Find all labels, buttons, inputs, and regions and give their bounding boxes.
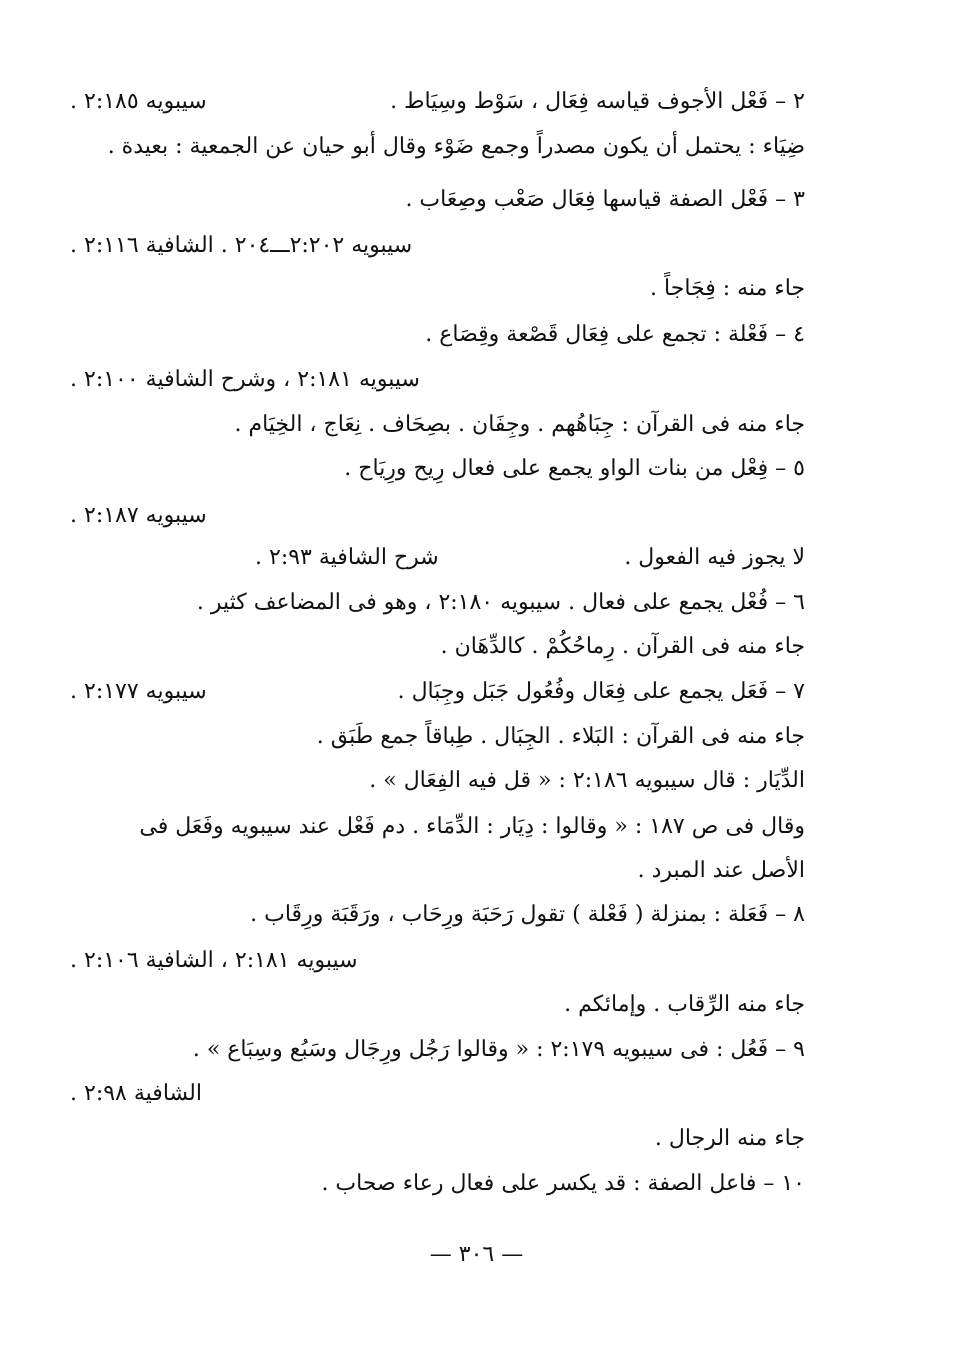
text-line [70, 447, 805, 491]
text-line [70, 267, 805, 311]
line-main-text: ٤ – فَعْلة : تجمع على فِعَال قَصْعة وقِصَاع . [425, 322, 805, 347]
line-main-text: جاء منه فى القرآن : جِبَاهُهم . وجِفَان . بصِحَاف . نِعَاج ، الخِيَام . [234, 412, 805, 437]
line-reference: سيبويه ٢:١٧٧ . [70, 679, 207, 704]
text-line [70, 1028, 805, 1072]
line-reference: سيبويه ٢:١٨١ ، الشافية ٢:١٠٦ . [70, 948, 358, 973]
text-line [70, 805, 805, 849]
line-reference: سيبويه ٢:١٨٧ . [70, 503, 207, 528]
text-line [70, 313, 805, 357]
text-line [70, 849, 805, 893]
text-line [70, 670, 805, 714]
text-line [70, 80, 805, 124]
line-main-text: ٨ – فَعَلة : بمنزلة ( فَعْلة ) تقول رَحَبَة ورِحَاب ، ورَقَبَة ورِقَاب . [250, 902, 805, 927]
line-main-text: جاء منه فى القرآن : البَلاء . الجِبَال . طِباقاً جمع طَبَق . [316, 724, 805, 749]
line-main-text: ٧ – فَعَل يجمع على فِعَال وفُعُول جَبَل وجِبَال . [397, 679, 805, 704]
text-line [70, 536, 805, 580]
line-reference: الشافية ٢:٩٨ . [70, 1081, 202, 1106]
line-main-text: جاء منه فى القرآن . رِماحُكُمْ . كالدِّهَان . [440, 634, 805, 659]
line-reference: سيبويه ٢:١٨١ ، وشرح الشافية ٢:١٠٠ . [70, 367, 420, 392]
text-line [70, 581, 805, 625]
line-main-text: ضِيَاء : يحتمل أن يكون مصدراً وجمع ضَوْء وقال أبو حيان عن الجمعية : بعيدة . [107, 134, 805, 159]
text-line [70, 983, 805, 1027]
line-main-text: ٢ – فَعْل الأجوف قياسه فِعَال ، سَوْط وسِيَاط . [390, 89, 805, 114]
text-line [70, 939, 805, 983]
line-main-text: ٣ – فَعْل الصفة قياسها فِعَال صَعْب وصِعَاب . [405, 187, 805, 212]
text-line [70, 358, 805, 402]
text-line [70, 1117, 805, 1161]
page-number: — ٣٠٦ — [429, 1242, 524, 1267]
line-reference: شرح الشافية ٢:٩٣ . [255, 545, 439, 570]
text-line [70, 403, 805, 447]
line-main-text: جاء منه : فِجَاجاً . [650, 276, 805, 301]
line-main-text: ٥ – فِعْل من بنات الواو يجمع على فعال رِيح ورِيَاح . [344, 456, 805, 481]
text-line [70, 1162, 805, 1206]
text-line [70, 625, 805, 669]
text-line [70, 494, 805, 538]
line-main-text: وقال فى ص ١٨٧ : « وقالوا : دِيَار : الدِّمَاء . دم فَعْل عند سيبويه وفَعَل فى [139, 814, 805, 839]
line-main-text: ٦ – فُعْل يجمع على فعال . سيبويه ٢:١٨٠ ، وهو فى المضاعف كثير . [196, 590, 805, 615]
line-main-text: الدِّيَار : قال سيبويه ٢:١٨٦ : « قل فيه الفِعَال » . [369, 768, 805, 793]
line-main-text: جاء منه الرِّقاب . وإمائكم . [564, 992, 805, 1017]
text-line [70, 759, 805, 803]
text-line [70, 1072, 805, 1116]
line-reference: سيبويه ٢:١٨٥ . [70, 89, 207, 114]
line-reference: سيبويه ٢:٢٠٢ـــ٢٠٤ . الشافية ٢:١١٦ . [70, 233, 413, 258]
text-line [70, 715, 805, 759]
line-main-text: ٩ – فَعُل : فى سيبويه ٢:١٧٩ : « وقالوا رَجُل ورِجَال وسَبُع وسِبَاع » . [192, 1037, 805, 1062]
text-line [70, 178, 805, 222]
line-main-text: لا يجوز فيه الفعول . [624, 545, 805, 570]
text-line [70, 893, 805, 937]
text-line [70, 125, 805, 169]
line-main-text: ١٠ – فاعل الصفة : قد يكسر على فعال رعاء صحاب . [321, 1171, 805, 1196]
text-line [70, 224, 805, 268]
line-main-text: جاء منه الرجال . [654, 1126, 805, 1151]
line-main-text: الأصل عند المبرد . [637, 858, 805, 883]
